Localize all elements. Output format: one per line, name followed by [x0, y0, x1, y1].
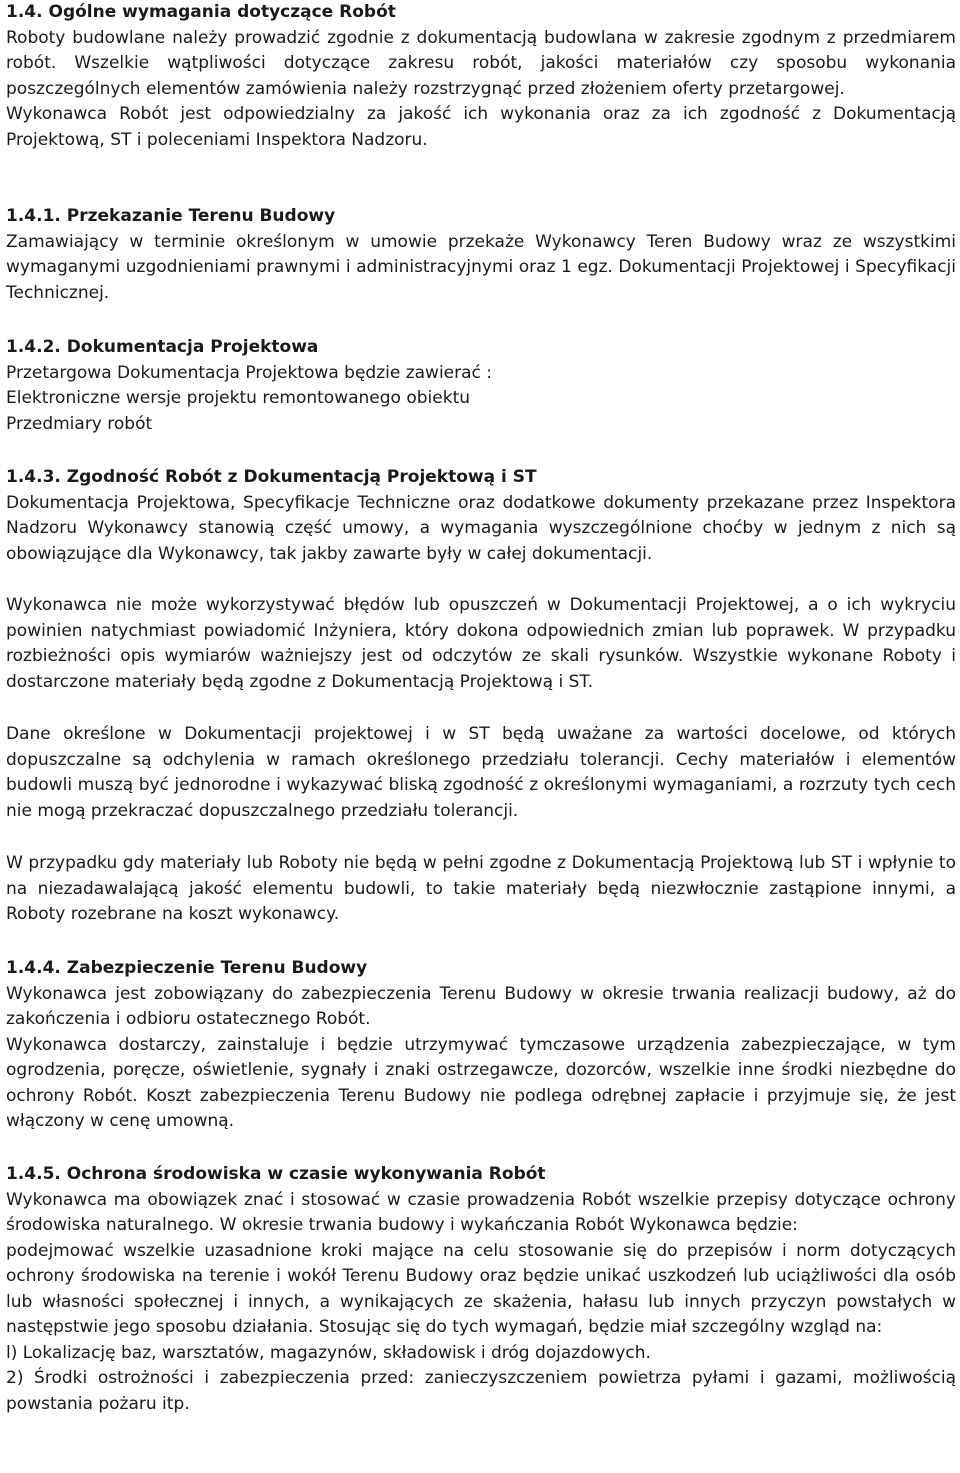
section-heading: 1.4.1. Przekazanie Terenu Budowy [6, 206, 336, 226]
list-item: l) Lokalizację baz, warsztatów, magazynów, składowisk i dróg dojazdowych. [6, 1342, 651, 1363]
section-heading: 1.4.4. Zabezpieczenie Terenu Budowy [6, 958, 368, 978]
paragraph: Wykonawca Robót jest odpowiedzialny za jakość ich wykonania oraz za ich zgodność z Dokumentacją Projektową, ST i poleceniami Inspektora Nadzoru. [6, 104, 956, 150]
paragraph: Zamawiający w terminie określonym w umowie przekaże Wykonawcy Teren Budowy wraz ze wszystkimi wymaganymi uzgodnieniami prawnymi i administracyjnymi oraz 1 egz. Dokumentacji Projektowej i Specyfikacji Technicznej. [6, 231, 956, 303]
list-line: Przedmiary robót [6, 413, 153, 434]
section-1-4-3-paragraph-2 [6, 593, 956, 695]
paragraph: podejmować wszelkie uzasadnione kroki mające na celu stosowanie się do przepisów i norm dotyczących ochrony środowiska na terenie i wokół Terenu Budowy oraz będzie unikać uszkodzeń lub uciążliwości dla osób lub własności społecznej i innych, a wynikających ze skażenia, hałasu lub innych przyczyn powstałych w następstwie jego sposobu działania. Stosując się do tych wymagań, będzie miał szczególny wzgląd na: [6, 1240, 956, 1337]
section-1-4-2 [6, 335, 956, 437]
list-line: Elektroniczne wersje projektu remontowanego obiektu [6, 388, 471, 408]
paragraph: Wykonawca ma obowiązek znać i stosować w czasie prowadzenia Robót wszelkie przepisy dotyczące ochrony środowiska naturalnego. W okresie trwania budowy i wykańczania Robót Wykonawca będzie: [6, 1189, 956, 1235]
paragraph: Wykonawca dostarczy, zainstaluje i będzie utrzymywać tymczasowe urządzenia zabezpieczające, w tym ogrodzenia, poręcze, oświetlenie, sygnały i znaki ostrzegawcze, dozorców, wszelkie inne środki niezbędne do ochrony Robót. Koszt zabezpieczenia Terenu Budowy nie podlega odrębnej zapłacie i przyjmuje się, że jest włączony w cenę umowną. [6, 1034, 956, 1131]
section-heading: 1.4.2. Dokumentacja Projektowa [6, 337, 319, 357]
section-1-4-3 [6, 465, 956, 567]
section-1-4-3-paragraph-3 [6, 722, 956, 824]
section-1-4 [6, 0, 956, 153]
section-heading: 1.4. Ogólne wymagania dotyczące Robót [6, 2, 396, 22]
section-heading: 1.4.3. Zgodność Robót z Dokumentacją Projektową i ST [6, 467, 537, 487]
list-line: Przetargowa Dokumentacja Projektowa będzie zawierać : [6, 362, 493, 383]
paragraph: Dokumentacja Projektowa, Specyfikacje Techniczne oraz dodatkowe dokumenty przekazane przez Inspektora Nadzoru Wykonawcy stanowią część umowy, a wymagania wyszczególnione choćby w jednym z nich są obowiązujące dla Wykonawcy, tak jakby zawarte były w całej dokumentacji. [6, 492, 956, 564]
section-1-4-1 [6, 204, 956, 306]
paragraph: Roboty budowlane należy prowadzić zgodnie z dokumentacją budowlana w zakresie zgodnym z przedmiarem robót. Wszelkie wątpliwości dotyczące zakresu robót, jakości materiałów czy sposobu wykonania poszczególnych elementów zamówienia należy rozstrzygnąć przed złożeniem oferty przetargowej. [6, 27, 956, 99]
paragraph: Dane określone w Dokumentacji projektowej i w ST będą uważane za wartości docelowe, od których dopuszczalne są odchylenia w ramach określonego przedziału tolerancji. Cechy materiałów i elementów budowli muszą być jednorodne i wykazywać bliską zgodność z określonymi wymaganiami, a rozrzuty tych cech nie mogą przekraczać dopuszczalnego przedziału tolerancji. [6, 724, 956, 821]
section-1-4-5 [6, 1162, 956, 1417]
list-item: 2) Środki ostrożności i zabezpieczenia przed: zanieczyszczeniem powietrza pyłami i gazami, możliwością powstania pożaru itp. [6, 1368, 956, 1414]
section-1-4-4 [6, 956, 956, 1135]
section-1-4-3-paragraph-4 [6, 851, 956, 928]
paragraph: W przypadku gdy materiały lub Roboty nie będą w pełni zgodne z Dokumentacją Projektową lub ST i wpłynie to na niezadawalającą jakość elementu budowli, to takie materiały będą niezwłocznie zastąpione innymi, a Roboty rozebrane na koszt wykonawcy. [6, 853, 956, 924]
paragraph: Wykonawca nie może wykorzystywać błędów lub opuszczeń w Dokumentacji Projektowej, a o ich wykryciu powinien natychmiast powiadomić Inżyniera, który dokona odpowiednich zmian lub poprawek. W przypadku rozbieżności opis wymiarów ważniejszy jest od odczytów ze skali rysunków. Wszystkie wykonane Roboty i dostarczone materiały będą zgodne z Dokumentacją Projektową i ST. [6, 595, 956, 692]
section-heading: 1.4.5. Ochrona środowiska w czasie wykonywania Robót [6, 1164, 546, 1184]
paragraph: Wykonawca jest zobowiązany do zabezpieczenia Terenu Budowy w okresie trwania realizacji budowy, aż do zakończenia i odbioru ostatecznego Robót. [6, 983, 956, 1029]
